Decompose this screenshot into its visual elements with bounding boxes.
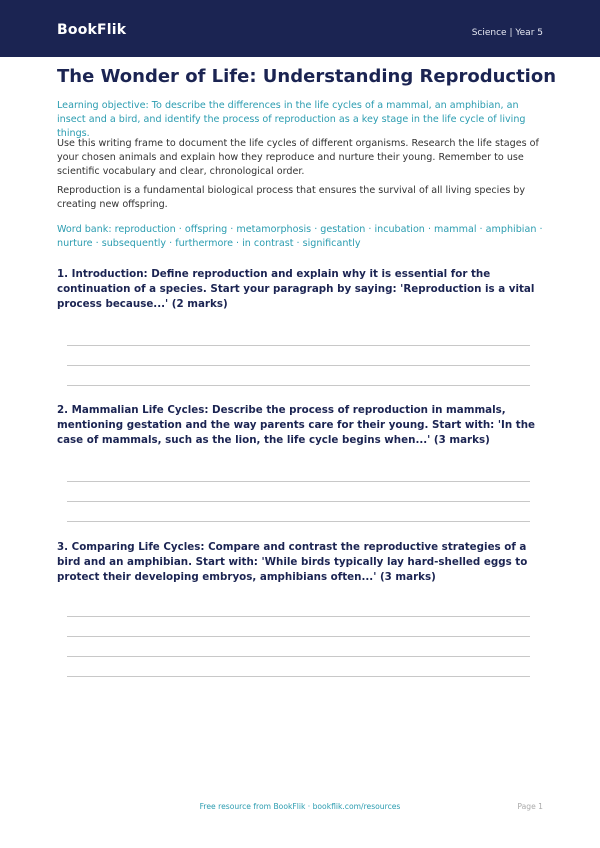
instructions-paragraph: Use this writing frame to document the life cycles of different organisms. Research the life stages of your chosen animals and explain how they reproduce and nurture their young. Remember to use scientific vocabulary and clear, chronological order. [57, 138, 539, 177]
question-2: 2. Mammalian Life Cycles: Describe the process of reproduction in mammals, mentioning gestation and the way parents care for their young. Start with: 'In the case of mammals, such as the lion, the life cycle begins when...' (3 marks) [57, 404, 536, 446]
page-header [0, 0, 600, 57]
answer-line[interactable] [67, 365, 530, 366]
page-number: Page 1 [517, 802, 543, 811]
answer-line[interactable] [67, 656, 530, 657]
footer-resource-link[interactable]: Free resource from BookFlik · bookflik.com/resources [199, 802, 401, 811]
answer-line[interactable] [67, 345, 530, 346]
learning-objective: Learning objective: To describe the differences in the life cycles of a mammal, an amphibian, an insect and a bird, and identify the process of reproduction as a key stage in the life cycle of living things. [57, 100, 526, 139]
subject-year-label: Science | Year 5 [471, 28, 543, 38]
word-bank: Word bank: reproduction · offspring · metamorphosis · gestation · incubation · mammal · amphibian · nurture · subsequently · furthermore · in contrast · significantly [57, 224, 543, 249]
question-1: 1. Introduction: Define reproduction and explain why it is essential for the continuation of a species. Start your paragraph by saying: 'Reproduction is a vital process because...' (2 marks) [57, 268, 535, 310]
answer-line[interactable] [67, 616, 530, 617]
answer-line[interactable] [67, 501, 530, 502]
question-3: 3. Comparing Life Cycles: Compare and contrast the reproductive strategies of a bird and an amphibian. Start with: 'While birds typically lay hard-shelled eggs to protect their developing embryos, amphibians often...' (3 marks) [57, 541, 528, 583]
answer-line[interactable] [67, 481, 530, 482]
answer-line[interactable] [67, 636, 530, 637]
context-paragraph: Reproduction is a fundamental biological process that ensures the survival of all living species by creating new offspring. [57, 185, 526, 210]
page-title: The Wonder of Life: Understanding Reproduction [57, 66, 557, 87]
answer-line[interactable] [67, 676, 530, 677]
answer-line[interactable] [67, 521, 530, 522]
brand-logo[interactable]: BookFlik [57, 22, 127, 38]
answer-line[interactable] [67, 385, 530, 386]
